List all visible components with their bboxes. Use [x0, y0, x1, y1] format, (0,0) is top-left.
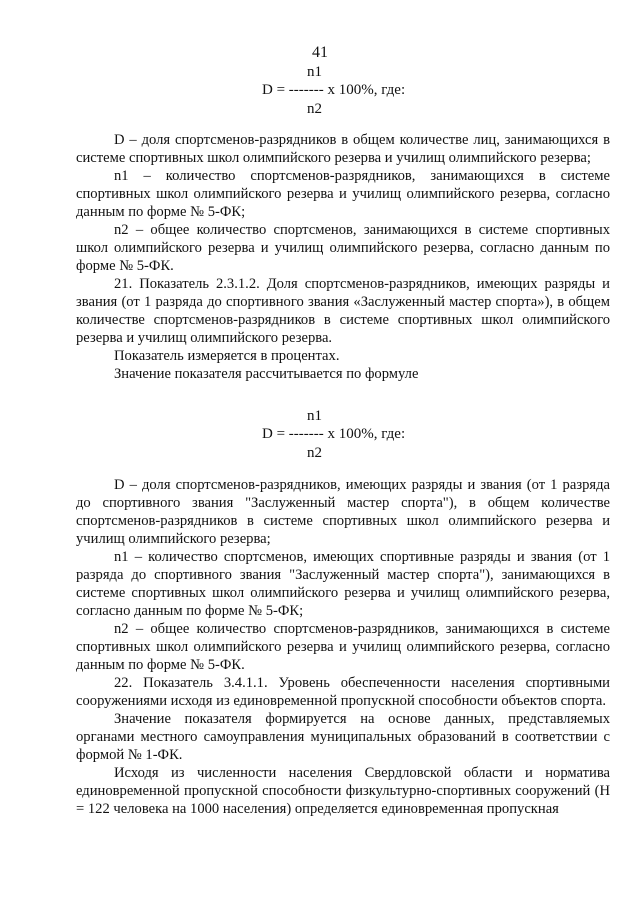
- paragraph: Значение показателя рассчитывается по формуле: [114, 366, 419, 382]
- text-section-1: [76, 131, 610, 383]
- page-number: 41: [312, 44, 328, 61]
- text-section-2: [76, 476, 610, 818]
- paragraph: D – доля спортсменов-разрядников в общем количестве лиц, занимающихся в системе спортивных школ олимпийского резерва и училищ олимпийского резерва;: [76, 132, 610, 166]
- paragraph: n2 – общее количество спортсменов-разрядников, занимающихся в системе спортивных школ олимпийского резерва и училищ олимпийского резерва, согласно данным по форме № 5-ФК.: [76, 621, 610, 673]
- paragraph: Исходя из численности населения Свердловской области и норматива единовременной пропускной способности физкультурно-спортивных сооружений (Н = 122 человека на 1000 населения) определяется единовременная пропускная: [76, 765, 610, 817]
- formula-2: [262, 408, 462, 461]
- paragraph: n1 – количество спортсменов-разрядников, занимающихся в системе спортивных школ олимпийского резерва и училищ олимпийского резерва, согласно данным по форме № 5-ФК;: [76, 168, 610, 220]
- paragraph: 22. Показатель 3.4.1.1. Уровень обеспеченности населения спортивными сооружениями исходя из единовременной пропускной способности объектов спорта.: [76, 675, 610, 709]
- paragraph: Значение показателя формируется на основе данных, представляемых органами местного самоуправления муниципальных образований в соответствии с формой № 1-ФК.: [76, 711, 610, 763]
- formula-denominator: n2: [307, 445, 322, 461]
- formula-numerator: n1: [307, 408, 322, 424]
- formula-expression: D = ------- х 100%, где:: [262, 82, 406, 98]
- formula-1: [262, 64, 462, 117]
- paragraph: n1 – количество спортсменов, имеющих спортивные разряды и звания (от 1 разряда до спортивного звания "Заслуженный мастер спорта"), занимающихся в системе спортивных школ олимпийского резерва и училищ олимпийского резерва, согласно данным по форме № 5-ФК;: [76, 549, 610, 619]
- paragraph: Показатель измеряется в процентах.: [114, 348, 340, 364]
- paragraph: n2 – общее количество спортсменов, занимающихся в системе спортивных школ олимпийского резерва и училищ олимпийского резерва, согласно данным по форме № 5-ФК.: [76, 222, 610, 274]
- formula-numerator: n1: [307, 64, 322, 80]
- paragraph: D – доля спортсменов-разрядников, имеющих разряды и звания (от 1 разряда до спортивного звания "Заслуженный мастер спорта"), в общем количестве спортсменов-разрядников в системе спортивных школ олимпийского резерва и училищ олимпийского резерва;: [76, 477, 610, 547]
- formula-denominator: n2: [307, 101, 322, 117]
- formula-expression: D = ------- х 100%, где:: [262, 426, 406, 442]
- paragraph: 21. Показатель 2.3.1.2. Доля спортсменов-разрядников, имеющих разряды и звания (от 1 разряда до спортивного звания «Заслуженный мастер спорта»), в общем количестве спортсменов-разрядников в системе спортивных школ олимпийского резерва и училищ олимпийского резерва.: [76, 276, 610, 346]
